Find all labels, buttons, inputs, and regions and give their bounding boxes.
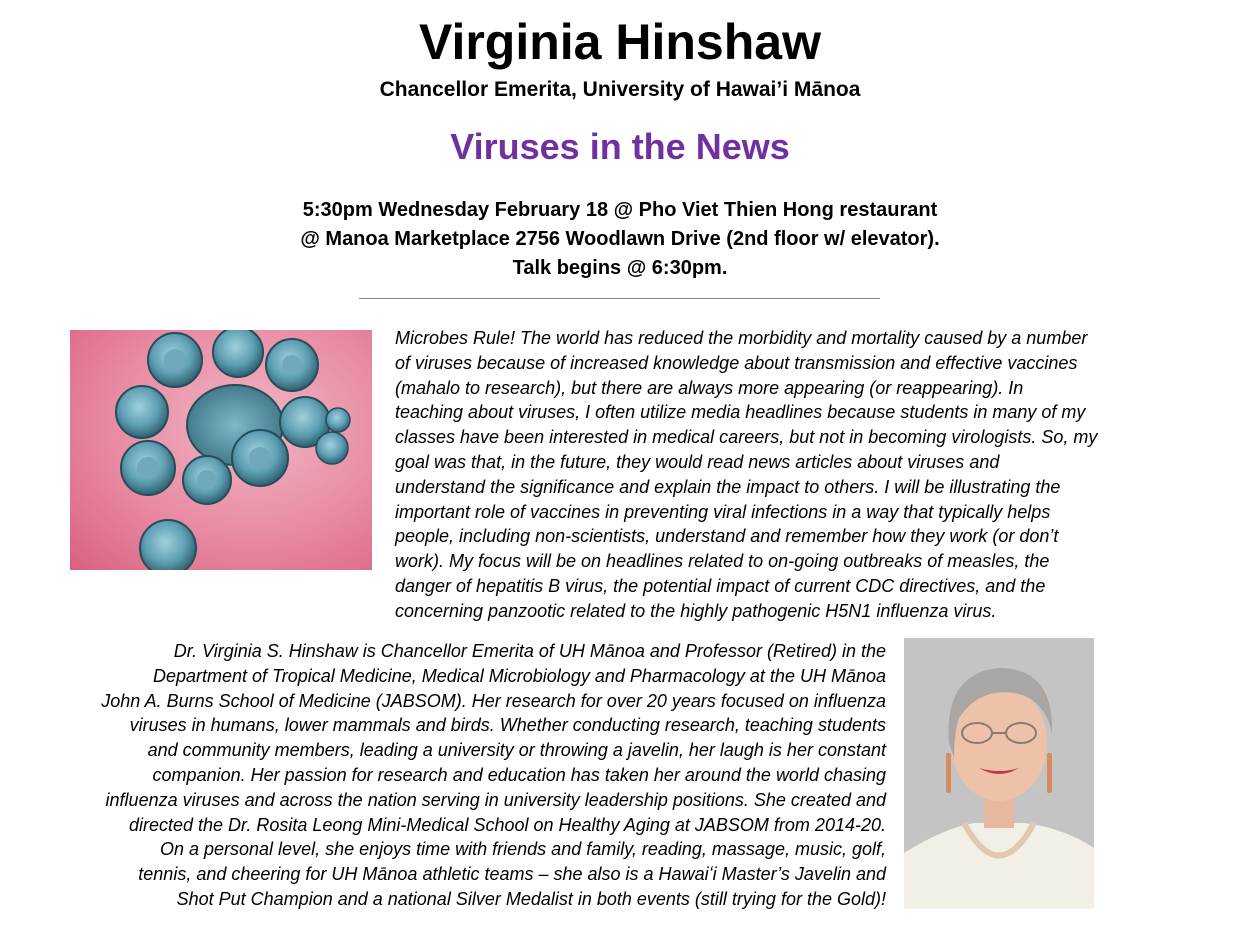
speaker-portrait-icon xyxy=(904,638,1094,909)
abstract-line: concerning panzootic related to the highly pathogenic H5N1 influenza virus. xyxy=(395,600,997,621)
abstract-line: goal was that, in the future, they would read news articles about viruses and xyxy=(395,451,1000,472)
bio-line: companion. Her passion for research and education has taken her around the world chasing xyxy=(152,764,886,785)
talk-abstract xyxy=(395,326,1130,624)
abstract-line: (mahalo to research), but there are always more appearing (or reappearing). In xyxy=(395,377,1024,398)
bio-line: influenza viruses and across the nation serving in university leadership positions. She created and xyxy=(105,789,886,810)
bio-line: Dr. Virginia S. Hinshaw is Chancellor Emerita of UH Mānoa and Professor (Retired) in the xyxy=(173,641,886,661)
divider-line xyxy=(359,298,880,299)
event-details xyxy=(0,196,1240,283)
bio-line: and community members, leading a university or throwing a javelin, her laugh is her constant xyxy=(147,740,886,761)
bio-line: On a personal level, she enjoys time with friends and family, reading, massage, music, golf, xyxy=(159,839,886,860)
event-line-time-venue: 5:30pm Wednesday February 18 @ Pho Viet Thien Hong restaurant xyxy=(302,199,938,221)
abstract-line: understand the significance and explain the impact to others. I will be illustrating the xyxy=(395,476,1061,497)
bio-line: John A. Burns School of Medicine (JABSOM). Her research for over 20 years focused on influenza xyxy=(101,690,886,711)
bio-line: tennis, and cheering for UH Mānoa athletic teams – she also is a Hawaiʻi Master’s Javelin and xyxy=(138,864,886,885)
abstract-line: of viruses because of increased knowledge about transmission and effective vaccines xyxy=(395,352,1078,373)
talk-title: Viruses in the News xyxy=(450,126,790,167)
abstract-line: important role of vaccines in preventing viral infections in a way that typically helps xyxy=(395,501,1051,522)
abstract-line: people, including non-scientists, understand and remember how they work (or don’t xyxy=(395,526,1059,547)
virus-micrograph-icon xyxy=(70,330,372,570)
bio-line: viruses in humans, lower mammals and birds. Whether conducting research, teaching students xyxy=(129,715,886,736)
abstract-line: danger of hepatitis B virus, the potential impact of current CDC directives, and the xyxy=(395,575,1046,596)
speaker-bio xyxy=(60,639,886,912)
bio-line: directed the Dr. Rosita Leong Mini-Medical School on Healthy Aging at JABSOM from 2014-20. xyxy=(128,814,886,835)
bio-line: Department of Tropical Medicine, Medical Microbiology and Pharmacology at the UH Mānoa xyxy=(152,665,886,686)
speaker-title: Chancellor Emerita, University of Hawai’i Mānoa xyxy=(379,78,861,101)
speaker-name: Virginia Hinshaw xyxy=(419,14,821,70)
bio-line: Shot Put Champion and a national Silver Medalist in both events (still trying for the Gold)! xyxy=(176,888,886,909)
event-line-address: @ Manoa Marketplace 2756 Woodlawn Drive (2nd floor w/ elevator). xyxy=(300,228,940,250)
abstract-line: classes have been interested in medical careers, but not in becoming virologists. So, my xyxy=(395,427,1098,448)
abstract-line: teaching about viruses, I often utilize media headlines because students in many of my xyxy=(395,402,1086,423)
abstract-line: work). My focus will be on headlines related to on-going outbreaks of measles, the xyxy=(395,551,1050,572)
abstract-line: Microbes Rule! The world has reduced the morbidity and mortality caused by a number xyxy=(395,328,1088,348)
event-line-talk-start: Talk begins @ 6:30pm. xyxy=(512,257,728,279)
